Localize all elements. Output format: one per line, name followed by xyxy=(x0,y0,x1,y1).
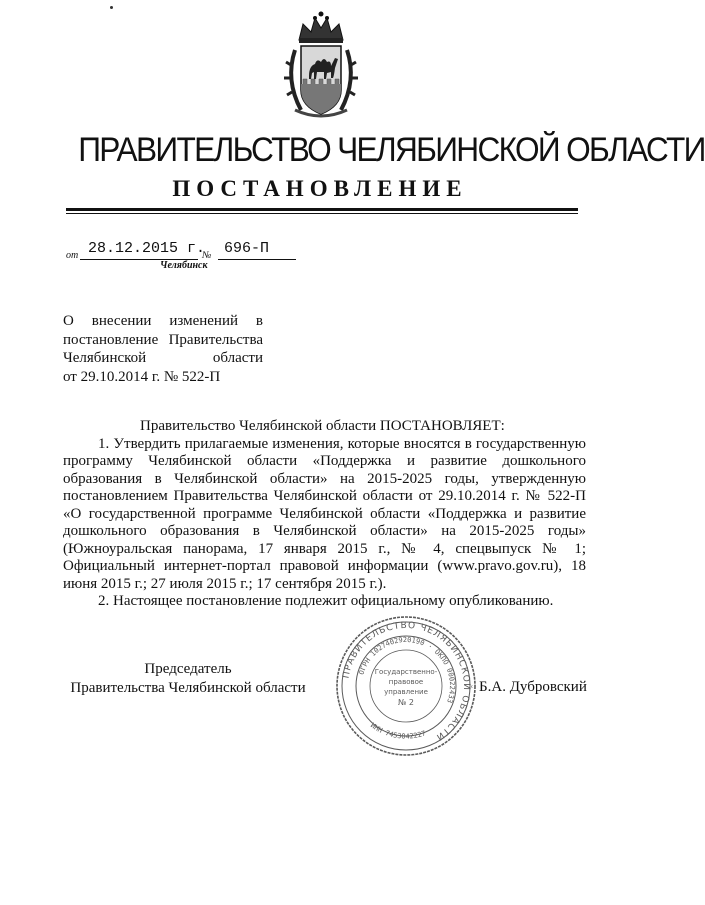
preamble: Правительство Челябинской области ПОСТАНОВЛЯЕТ: xyxy=(140,418,505,434)
city-label: Челябинск xyxy=(160,260,208,271)
government-title: ПРАВИТЕЛЬСТВО ЧЕЛЯБИНСКОЙ ОБЛАСТИ xyxy=(78,131,705,169)
paragraph-item-2: 2. Настоящее постановление подлежит официальному опубликованию. xyxy=(98,593,554,609)
document-date: 28.12.2015 г. xyxy=(88,240,206,257)
seal-inn-text: ИНН 7453042227 xyxy=(368,721,427,741)
position-line: Председатель xyxy=(144,661,232,677)
number-underline xyxy=(218,259,296,260)
scan-speck xyxy=(110,6,113,9)
subject-block xyxy=(63,312,263,386)
coat-of-arms-emblem xyxy=(281,10,361,122)
subject-line: О внесении изменений в xyxy=(63,313,263,329)
subject-line: от 29.10.2014 г. № 522-П xyxy=(63,368,221,385)
position-line: Правительства Челябинской области xyxy=(70,680,306,696)
seal-outer-text: ПРАВИТЕЛЬСТВО ЧЕЛЯБИНСКОЙ ОБЛАСТИ xyxy=(341,620,472,743)
svg-text:ИНН 7453042227 xyxy=(369,721,427,740)
signatory-position xyxy=(68,660,308,698)
resolution-body xyxy=(63,418,586,611)
subject-line: постановление Правительства xyxy=(63,331,263,348)
header-rule-thin xyxy=(66,213,578,214)
document-type-heading: ПОСТАНОВЛЕНИЕ xyxy=(172,176,468,201)
document-number: 696-П xyxy=(224,240,270,257)
signatory-name: Б.А. Дубровский xyxy=(479,679,587,695)
seal-codes-text: ОГРН 1027402920190 · ОКПО 00022433 xyxy=(357,635,457,705)
header-rule-thick xyxy=(66,208,578,211)
seal-center-line: правовое xyxy=(388,678,424,686)
number-label: № xyxy=(202,250,212,261)
from-label: от xyxy=(66,250,79,261)
official-seal-stamp xyxy=(334,614,478,758)
seal-center-line: Государственно- xyxy=(374,668,438,676)
seal-center-line: управление xyxy=(384,688,428,696)
paragraph-item-1: 1. Утвердить прилагаемые изменения, которые вносятся в государственную программу Челябинской области «Поддержка и развитие дошкольного образования в Челябинской области» на 2015-2025 годы, утвержденную постановлением Правительства Челябинской области от 29.10.2014 г. № 522-П «О государственной программе Челябинской области «Поддержка и развитие дошкольного образования в Челябинской области» на 2015-2025 годы» (Южноуральская панорама, 17 января 2015 г., № 4, спецвыпуск № 1; Официальный интернет-портал правовой информации (www.pravo.gov.ru), 18 июня 2015 г.; 27 июля 2015 г.; 17 сентября 2015 г.). xyxy=(63,435,586,592)
seal-center-line: № 2 xyxy=(398,698,414,707)
subject-line: Челябинской области xyxy=(63,350,263,366)
